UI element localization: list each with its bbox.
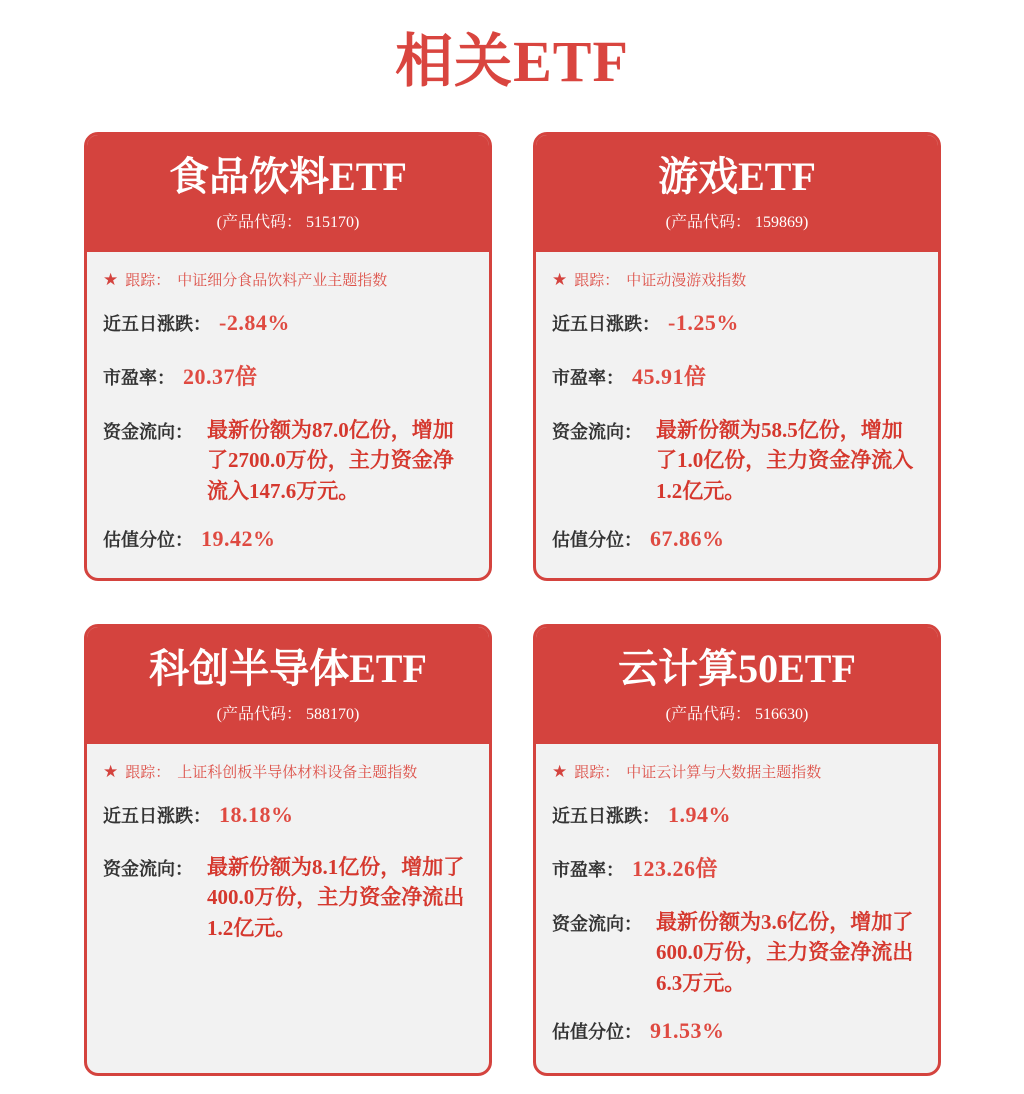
valuation-row <box>103 526 471 552</box>
pe-row <box>103 360 471 391</box>
five-day-value: -1.25% <box>668 310 739 335</box>
card-header <box>536 627 938 744</box>
card-title: 云计算50ETF <box>618 646 856 691</box>
pe-value: 20.37倍 <box>183 364 258 389</box>
star-icon: ★ <box>552 762 568 781</box>
valuation-value: 67.86% <box>650 526 725 552</box>
star-icon: ★ <box>103 762 119 781</box>
flow-label: 资金流向： <box>552 422 642 442</box>
track-row <box>552 269 920 290</box>
five-day-value: 18.18% <box>219 802 294 827</box>
track-row <box>552 761 920 782</box>
pe-value: 123.26倍 <box>632 856 719 881</box>
star-icon: ★ <box>103 270 119 289</box>
flow-row <box>103 852 471 943</box>
card-body <box>536 252 938 552</box>
card-body <box>87 252 489 552</box>
valuation-label: 估值分位： <box>552 1022 642 1043</box>
card-title: 食品饮料ETF <box>169 154 407 199</box>
track-index-name: 中证细分食品饮料产业主题指数 <box>177 272 388 289</box>
pe-label: 市盈率： <box>552 860 624 880</box>
pe-label: 市盈率： <box>103 368 175 388</box>
pe-value: 45.91倍 <box>632 364 707 389</box>
flow-label: 资金流向： <box>552 914 642 934</box>
flow-value: 最新份额为87.0亿份，增加了2700.0万份，主力资金净流入147.6万元。 <box>207 418 454 503</box>
five-day-value: 1.94% <box>668 802 731 827</box>
five-day-row <box>103 802 471 828</box>
card-product-code: (产品代码： 515170) <box>216 214 360 231</box>
card-product-code: (产品代码： 588170) <box>216 706 360 723</box>
pe-label: 市盈率： <box>552 368 624 388</box>
track-index-name: 中证动漫游戏指数 <box>626 272 747 289</box>
card-product-code: (产品代码： 159869) <box>665 214 809 231</box>
etf-card-gaming <box>533 132 941 581</box>
five-day-label: 近五日涨跌： <box>103 314 211 334</box>
etf-cards-grid <box>84 132 941 1076</box>
track-label: 跟踪： <box>125 272 171 289</box>
flow-value: 最新份额为58.5亿份，增加了1.0亿份，主力资金净流入1.2亿元。 <box>656 418 914 503</box>
track-label: 跟踪： <box>125 764 171 781</box>
track-label: 跟踪： <box>574 272 620 289</box>
etf-card-star-semiconductor <box>84 624 492 1076</box>
flow-row <box>552 907 920 998</box>
card-body <box>87 744 489 943</box>
track-index-name: 中证云计算与大数据主题指数 <box>626 764 822 781</box>
track-label: 跟踪： <box>574 764 620 781</box>
card-body <box>536 744 938 1044</box>
five-day-label: 近五日涨跌： <box>103 806 211 826</box>
flow-row <box>552 415 920 506</box>
card-header <box>87 627 489 744</box>
card-header <box>536 135 938 252</box>
star-icon: ★ <box>552 270 568 289</box>
card-title: 游戏ETF <box>658 154 816 199</box>
five-day-value: -2.84% <box>219 310 290 335</box>
track-index-name: 上证科创板半导体材料设备主题指数 <box>177 764 418 781</box>
etf-card-food-beverage <box>84 132 492 581</box>
valuation-value: 91.53% <box>650 1018 725 1044</box>
card-product-code: (产品代码： 516630) <box>665 706 809 723</box>
flow-label: 资金流向： <box>103 422 193 442</box>
flow-value: 最新份额为8.1亿份，增加了400.0万份，主力资金净流出1.2亿元。 <box>207 855 465 940</box>
flow-row <box>103 415 471 506</box>
valuation-row <box>552 526 920 552</box>
pe-row <box>552 360 920 391</box>
etf-card-cloud-computing <box>533 624 941 1076</box>
card-title: 科创半导体ETF <box>149 646 427 691</box>
valuation-value: 19.42% <box>201 526 276 552</box>
card-header <box>87 135 489 252</box>
page-title: 相关ETF <box>395 29 629 94</box>
valuation-label: 估值分位： <box>103 530 193 551</box>
valuation-row <box>552 1018 920 1044</box>
five-day-label: 近五日涨跌： <box>552 314 660 334</box>
track-row <box>103 761 471 782</box>
valuation-label: 估值分位： <box>552 530 642 551</box>
flow-label: 资金流向： <box>103 859 193 879</box>
pe-row <box>552 852 920 883</box>
five-day-row <box>552 310 920 336</box>
five-day-row <box>103 310 471 336</box>
track-row <box>103 269 471 290</box>
five-day-row <box>552 802 920 828</box>
flow-value: 最新份额为3.6亿份，增加了600.0万份，主力资金净流出6.3万元。 <box>656 910 914 995</box>
five-day-label: 近五日涨跌： <box>552 806 660 826</box>
